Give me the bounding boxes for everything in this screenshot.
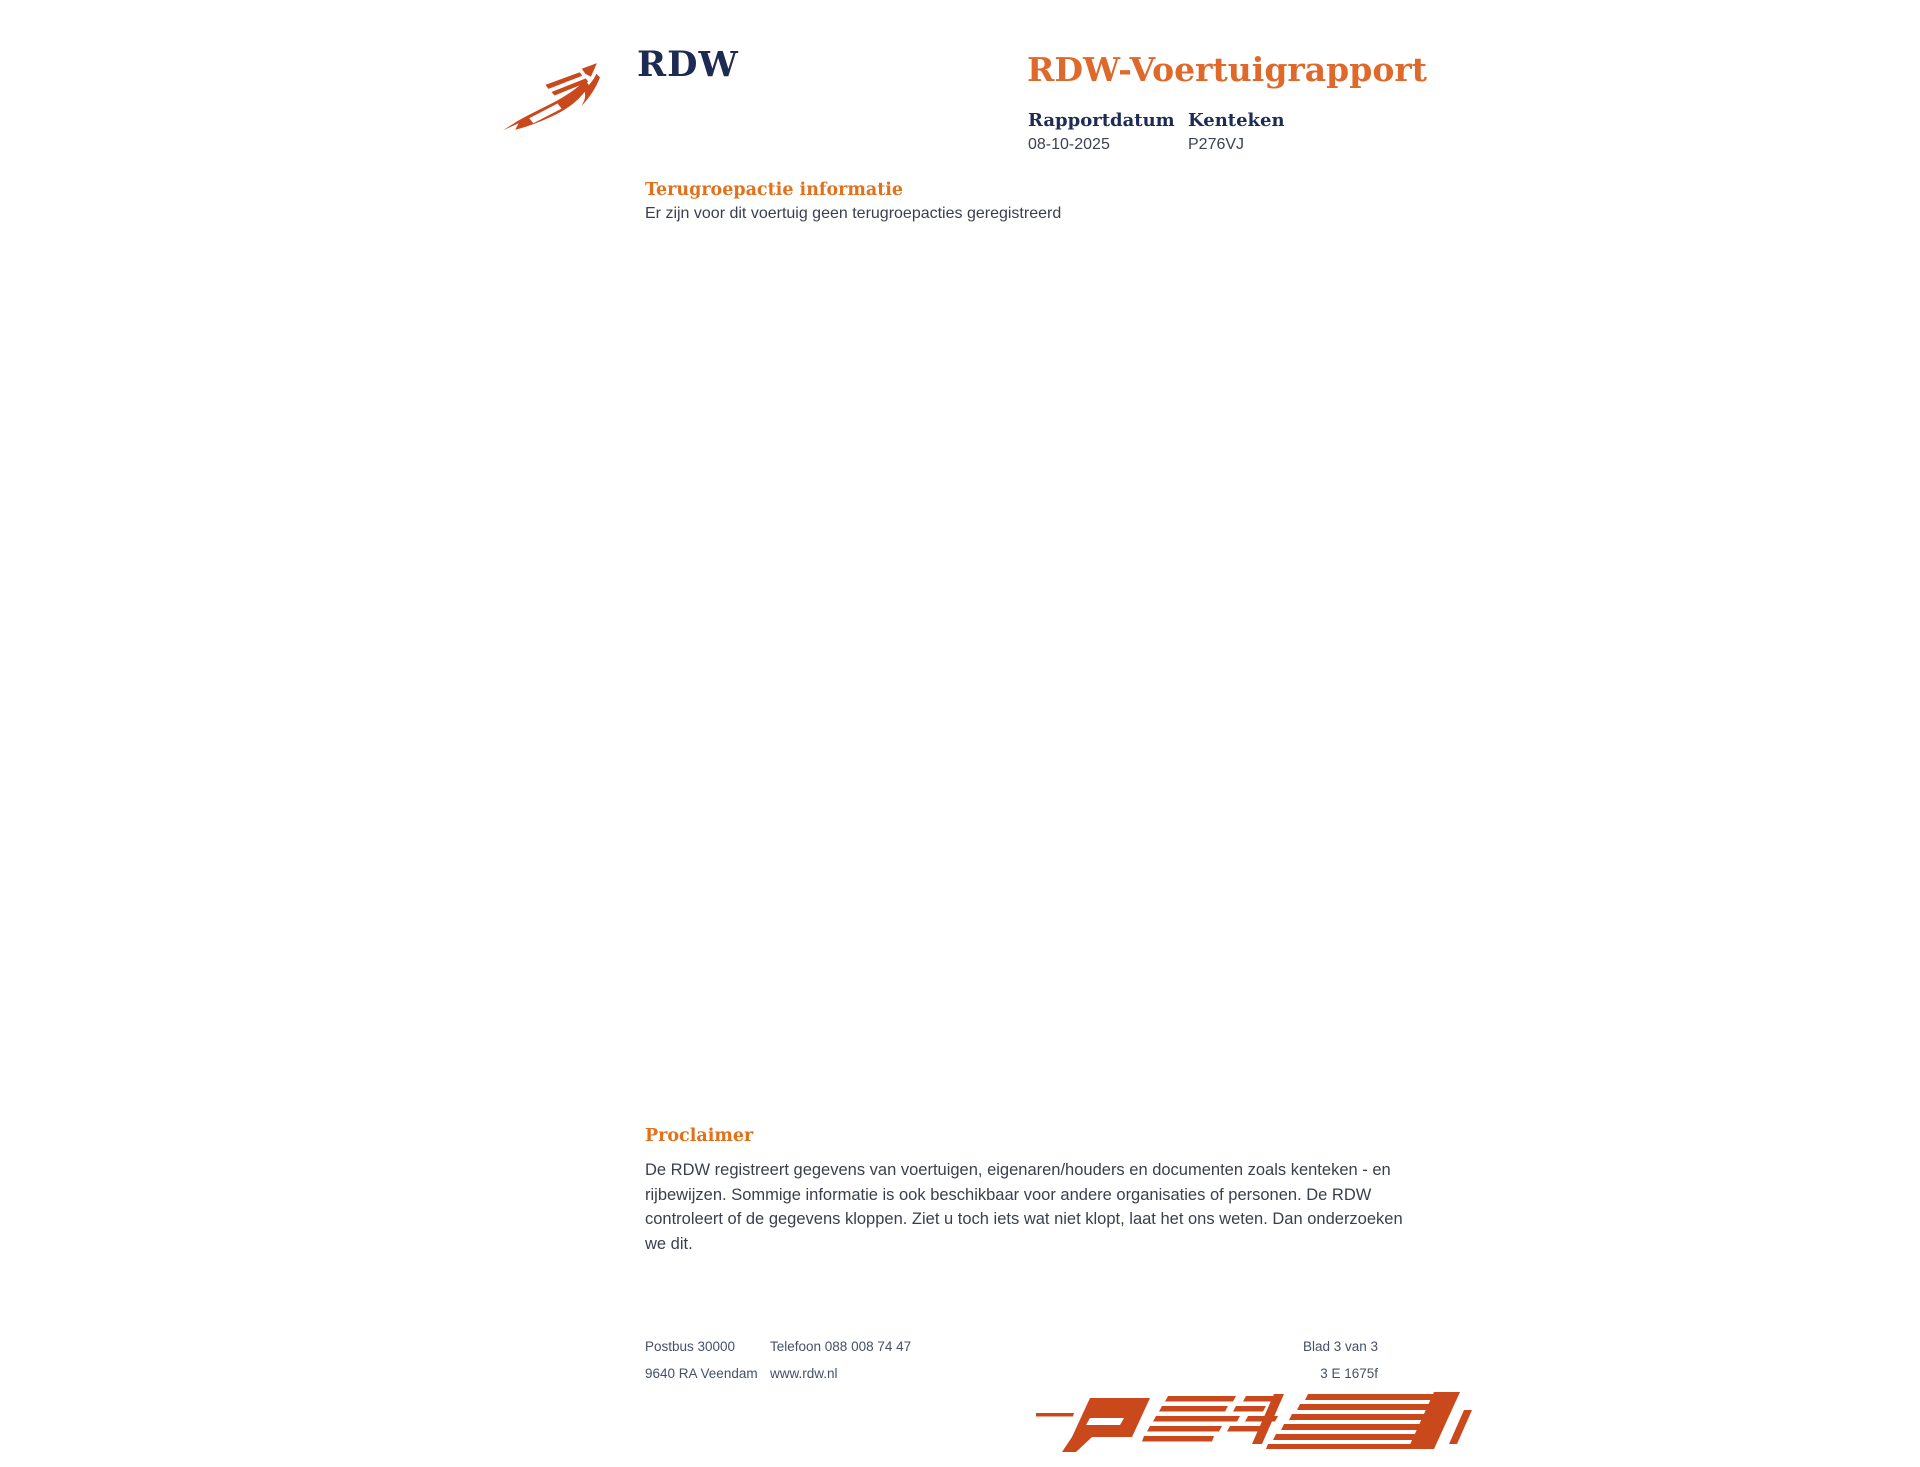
report-title: RDW-Voertuigrapport [1027, 50, 1427, 89]
footer-page-number: Blad 3 van 3 [1302, 1339, 1378, 1354]
footer-document-code: 3 E 1675f [1320, 1366, 1378, 1381]
footer-website: www.rdw.nl [770, 1366, 838, 1381]
license-plate-value: P276VJ [1188, 136, 1245, 153]
footer-city: 9640 RA Veendam [645, 1366, 758, 1381]
rdw-feather-icon [500, 60, 606, 134]
report-date-value: 08-10-2025 [1028, 136, 1110, 153]
rdw-logo-text: RDW [637, 44, 739, 85]
footer-po-box: Postbus 30000 [645, 1339, 736, 1354]
proclaimer-line: controleert of de gegevens kloppen. Ziet u toch iets wat niet klopt, laat het ons weten. Dan onderzoeken [645, 1210, 1403, 1229]
recall-section-heading: Terugroepactie informatie [645, 180, 904, 200]
recall-section-body: Er zijn voor dit voertuig geen terugroepacties geregistreerd [645, 205, 1062, 222]
proclaimer-body [645, 1158, 1403, 1256]
proclaimer-line: we dit. [645, 1234, 693, 1253]
proclaimer-heading: Proclaimer [645, 1126, 754, 1146]
proclaimer-line: De RDW registreert gegevens van voertuigen, eigenaren/houders en documenten zoals kenteken - en [645, 1161, 1391, 1179]
footer-phone: Telefoon 088 008 74 47 [770, 1339, 912, 1354]
report-date-label: Rapportdatum [1028, 110, 1175, 131]
license-plate-label: Kenteken [1188, 110, 1285, 131]
proclaimer-line: rijbewijzen. Sommige informatie is ook beschikbaar voor andere organisaties of personen. De RDW [645, 1185, 1372, 1204]
rdw-speedlines-icon [1036, 1392, 1476, 1467]
